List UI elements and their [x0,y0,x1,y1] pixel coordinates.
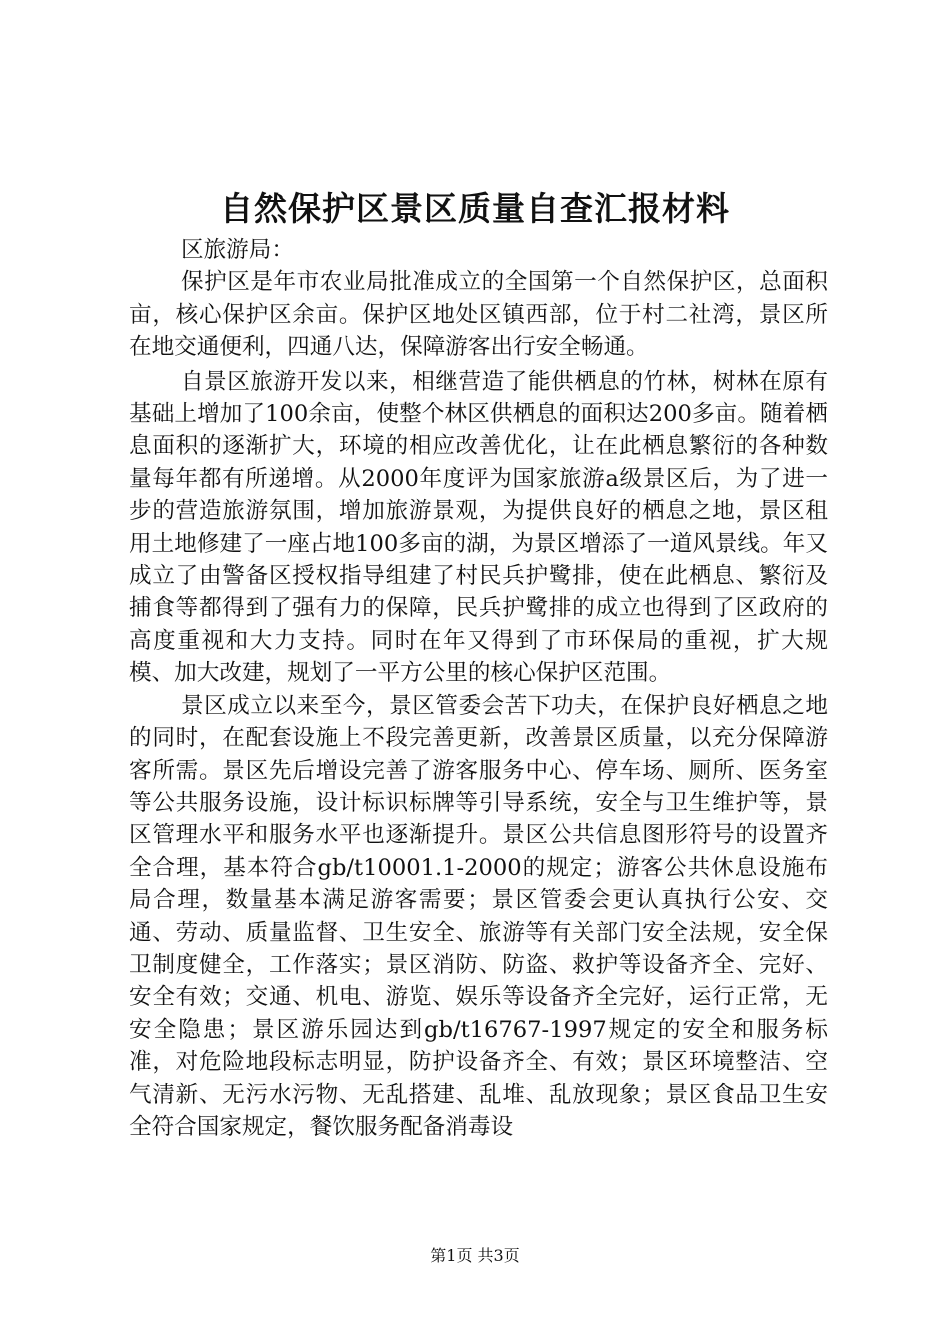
page-footer: 第1页 共3页 [430,1246,520,1265]
document-title: 自然保护区景区质量自查汇报材料 [220,189,730,228]
salutation: 区旅游局： [181,237,294,263]
document-body [129,234,828,1143]
paragraph-1: 保护区是年市农业局批准成立的全国第一个自然保护区，总面积亩，核心保护区余亩。保护区地处区镇西部，位于村二社湾，景区所在地交通便利，四通八达，保障游客出行安全畅通。 [129,269,828,361]
paragraph-3: 景区成立以来至今，景区管委会苦下功夫，在保护良好栖息之地的同时，在配套设施上不段完善更新，改善景区质量，以充分保障游客所需。景区先后增设完善了游客服务中心、停车场、厕所、医务室等公共服务设施，设计标识标牌等引导系统，安全与卫生维护等，景区管理水平和服务水平也逐渐提升。景区公共信息图形符号的设置齐全合理，基本符合gb/t10001.1-2000的规定；游客公共休息设施布局合理，数量基本满足游客需要；景区管委会更认真执行公安、交通、劳动、质量监督、卫生安全、旅游等有关部门安全法规，安全保卫制度健全，工作落实；景区消防、防盗、救护等设备齐全、完好、安全有效；交通、机电、游览、娱乐等设备齐全完好，运行正常，无安全隐患；景区游乐园达到gb/t16767-1997规定的安全和服务标准，对危险地段标志明显，防护设备齐全、有效；景区环境整洁、空气清新、无污水污物、无乱搭建、乱堆、乱放现象；景区食品卫生安全符合国家规定，餐饮服务配备消毒设 [129,692,828,1140]
paragraph-2: 自景区旅游开发以来，相继营造了能供栖息的竹林，树林在原有基础上增加了100余亩，使整个林区供栖息的面积达200多亩。随着栖息面积的逐渐扩大，环境的相应改善优化，让在此栖息繁衍的各种数量每年都有所递增。从2000年度评为国家旅游a级景区后，为了进一步的营造旅游氛围，增加旅游景观，为提供良好的栖息之地，景区租用土地修建了一座占地100多亩的湖，为景区增添了一道风景线。年又成立了由警备区授权指导组建了村民兵护鹭排，使在此栖息、繁衍及捕食等都得到了强有力的保障，民兵护鹭排的成立也得到了区政府的高度重视和大力支持。同时在年又得到了市环保局的重视，扩大规模、加大改建，规划了一平方公里的核心保护区范围。 [129,368,828,687]
